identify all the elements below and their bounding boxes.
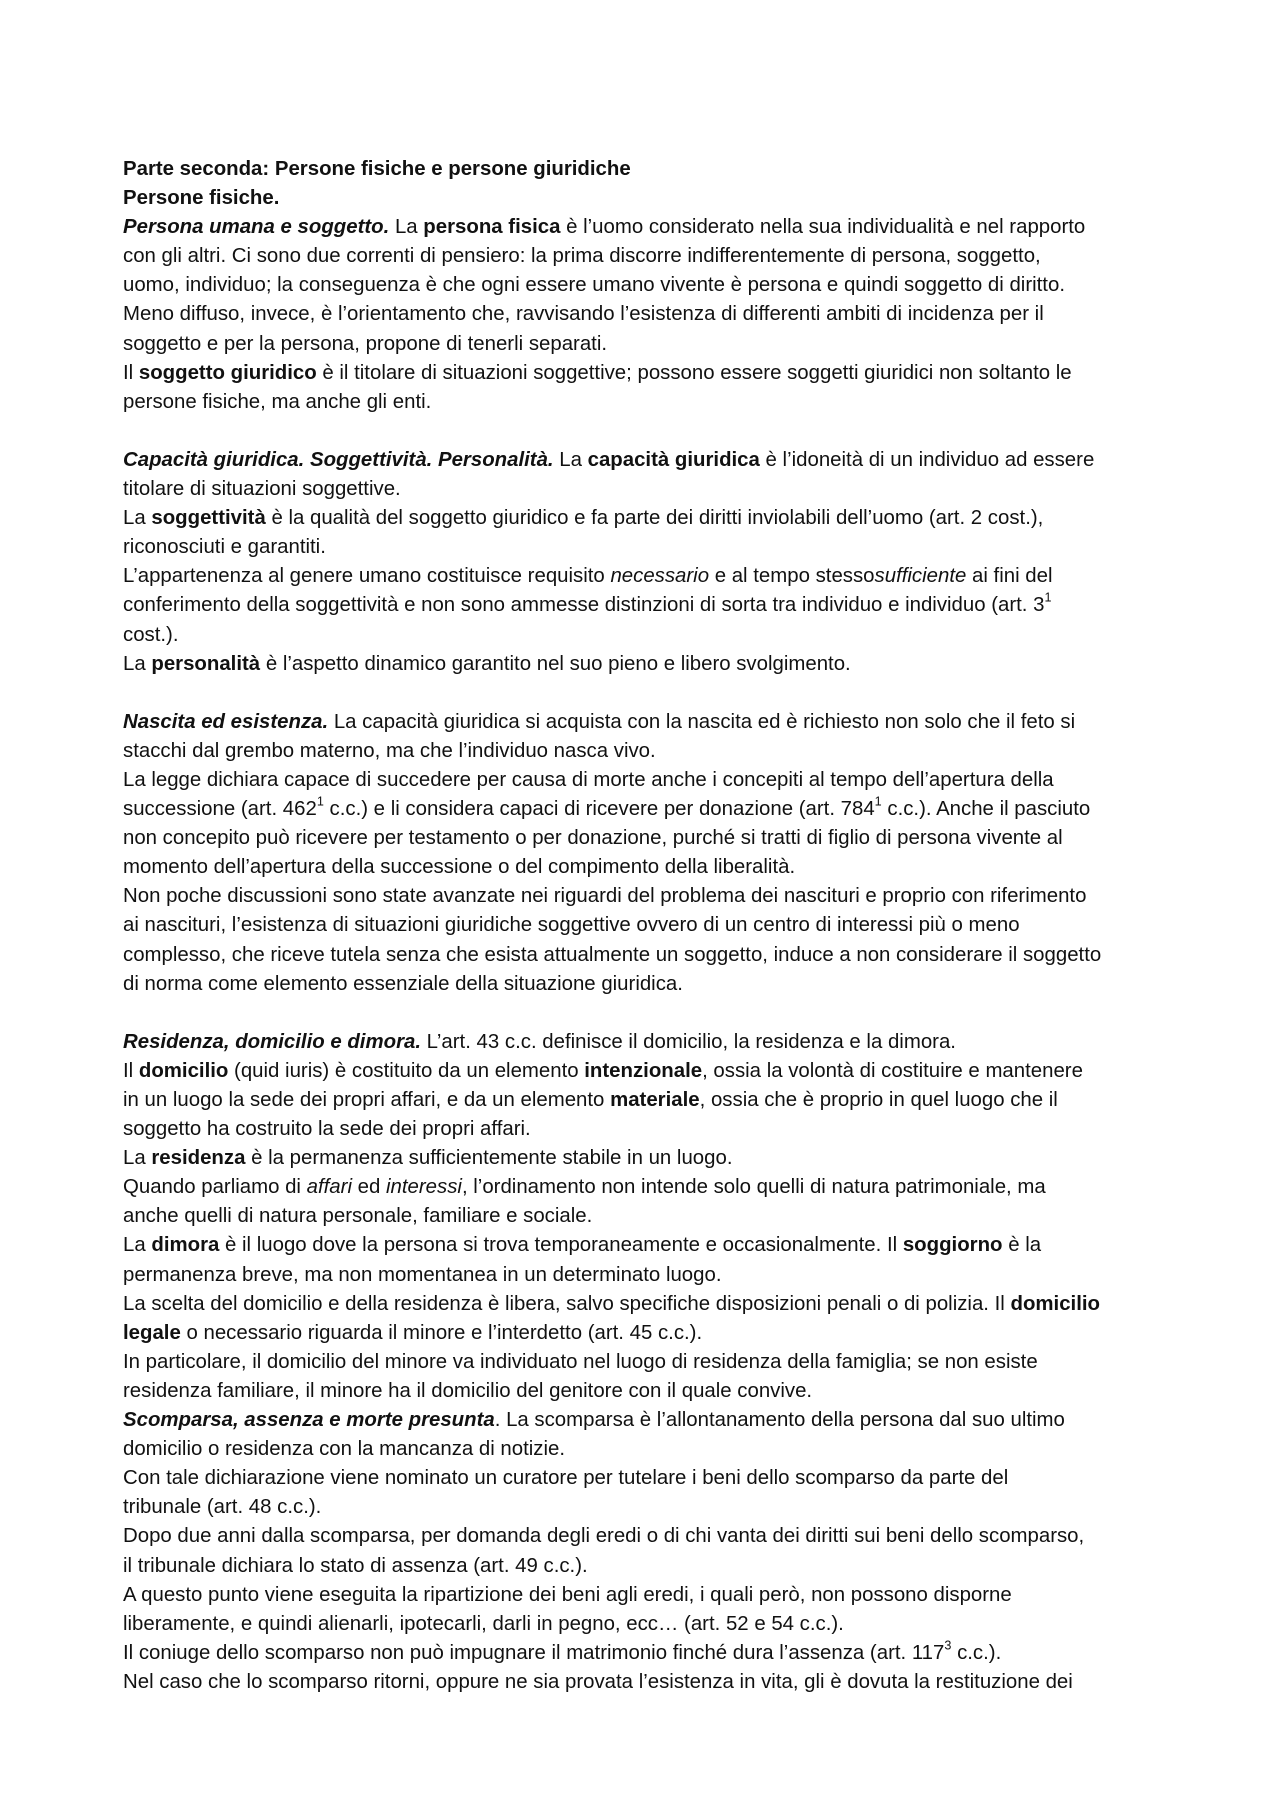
subsection-heading: Capacità giuridica. Soggettività. Personalità. (123, 448, 554, 471)
subsection-heading: Residenza, domicilio e dimora. (123, 1030, 422, 1053)
paragraph-line: In particolare, il domicilio del minore va individuato nel luogo di residenza della famiglia; se non esiste (123, 1350, 1038, 1373)
superscript: 3 (944, 1638, 952, 1653)
paragraph-line: uomo, individuo; la conseguenza è che ogni essere umano vivente è persona e quindi soggetto di diritto. (123, 274, 1065, 297)
paragraph-line: momento dell’apertura della successione o del compimento della liberalità. (123, 856, 796, 879)
paragraph-line: soggetto ha costruito la sede dei propri affari. (123, 1118, 531, 1141)
paragraph-line: liberamente, e quindi alienarli, ipotecarli, darli in pegno, ecc… (art. 52 e 54 c.c.). (123, 1612, 844, 1635)
paragraph-line: successione (art. $462^1$ c.c.) e li considera capaci di ricevere per donazione (art. $784^1$ c.c.). Anche il pasciuto (123, 794, 1091, 821)
subsection-heading: Persona umana e soggetto. (123, 216, 390, 239)
paragraph-line: di norma come elemento essenziale della situazione giuridica. (123, 972, 683, 995)
superscript: 1 (874, 794, 882, 809)
paragraph-line: complesso, che riceve tutela senza che esista attualmente un soggetto, induce a non considerare il soggetto (123, 943, 1102, 966)
paragraph-line: Residenza, domicilio e dimora. L’art. 43 c.c. definisce il domicilio, la residenza e la dimora. (123, 1030, 956, 1053)
term-soggettivita: soggettività (151, 507, 266, 530)
paragraph-line: tribunale (art. 48 c.c.). (123, 1496, 322, 1519)
paragraph-line: in un luogo la sede dei propri affari, e da un elemento materiale, ossia che è proprio in quel luogo che il (123, 1089, 1058, 1111)
paragraph-spacer (123, 417, 1168, 446)
paragraph-line: La legge dichiara capace di succedere per causa di morte anche i concepiti al tempo dell’apertura della (123, 768, 1054, 791)
paragraph-line: stacchi dal grembo materno, ma che l’individuo nasca vivo. (123, 739, 656, 762)
paragraph-line: ai nascituri, l’esistenza di situazioni giuridiche soggettive ovvero di un centro di interessi più o meno (123, 914, 1020, 937)
paragraph-line: Con tale dichiarazione viene nominato un curatore per tutelare i beni dello scomparso da parte del (123, 1467, 1009, 1490)
paragraph-line: La dimora è il luogo dove la persona si trova temporaneamente e occasionalmente. Il soggiorno è la (123, 1234, 1042, 1257)
paragraph-line: L’appartenenza al genere umano costituisce requisito necessario e al tempo stessosufficiente ai fini del (123, 565, 1053, 588)
term-personalita: personalità (151, 652, 261, 675)
paragraph-line: cost.). (123, 623, 179, 646)
paragraph-line: legale o necessario riguarda il minore e l’interdetto (art. 45 c.c.). (123, 1321, 703, 1344)
paragraph-line: permanenza breve, ma non momentanea in un determinato luogo. (123, 1263, 722, 1286)
term-capacita-giuridica: capacità giuridica (587, 448, 760, 471)
paragraph-spacer (123, 999, 1168, 1028)
superscript: 1 (1044, 590, 1052, 605)
part-title: Parte seconda: Persone fisiche e persone giuridiche (123, 158, 631, 180)
subsection-heading: Scomparsa, assenza e morte presunta (123, 1409, 495, 1432)
paragraph-line: con gli altri. Ci sono due correnti di pensiero: la prima discorre indifferentemente di persona, soggetto, (123, 245, 1041, 268)
paragraph-line: riconosciuti e garantiti. (123, 536, 326, 559)
paragraph-spacer (123, 679, 1168, 708)
paragraph-line: Persona umana e soggetto. La persona fisica è l’uomo considerato nella sua individualità e nel rapporto (123, 216, 1086, 239)
paragraph-line: Scomparsa, assenza e morte presunta. La scomparsa è l’allontanamento della persona dal suo ultimo (123, 1409, 1065, 1432)
paragraph-line: titolare di situazioni soggettive. (123, 478, 401, 501)
term-persona-fisica: persona fisica (423, 216, 561, 239)
term-soggetto-giuridico: soggetto giuridico (138, 361, 317, 384)
paragraph-line: il tribunale dichiara lo stato di assenza (art. 49 c.c.). (123, 1554, 588, 1577)
paragraph-line: Il domicilio (quid iuris) è costituito da un elemento intenzionale, ossia la volontà di costituire e mantenere (123, 1059, 1083, 1082)
paragraph-line: Nel caso che lo scomparso ritorni, oppure ne sia provata l’esistenza in vita, gli è dovuta la restituzione dei (123, 1670, 1073, 1693)
paragraph-line: non concepito può ricevere per testamento o per donazione, purché si tratti di figlio di persona vivente al (123, 827, 1063, 850)
paragraph-line: La residenza è la permanenza sufficientemente stabile in un luogo. (123, 1147, 733, 1170)
paragraph-line: La soggettività è la qualità del soggetto giuridico e fa parte dei diritti inviolabili dell’uomo (art. 2 cost.), (123, 507, 1044, 530)
paragraph-line: domicilio o residenza con la mancanza di notizie. (123, 1438, 566, 1461)
paragraph-line: Il coniuge dello scomparso non può impugnare il matrimonio finché dura l’assenza (art. $117^3$ c.c.). (123, 1638, 1002, 1664)
paragraph-line: conferimento della soggettività e non sono ammesse distinzioni di sorta tra individuo e individuo (art. $3^1$ (123, 590, 1052, 617)
paragraph-line: Capacità giuridica. Soggettività. Personalità. La capacità giuridica è l’idoneità di un individuo ad essere (123, 448, 1095, 471)
paragraph-line: Il soggetto giuridico è il titolare di situazioni soggettive; possono essere soggetti giuridici non soltanto le (123, 361, 1072, 384)
document-page (123, 155, 1168, 1697)
paragraph-line: persone fisiche, ma anche gli enti. (123, 390, 432, 413)
paragraph-line: Dopo due anni dalla scomparsa, per domanda degli eredi o di chi vanta dei diritti sui beni dello scomparso, (123, 1525, 1085, 1548)
section-title: Persone fisiche. (123, 187, 280, 210)
paragraph-line: Nascita ed esistenza. La capacità giuridica si acquista con la nascita ed è richiesto non solo che il feto si (123, 710, 1076, 733)
paragraph-line: residenza familiare, il minore ha il domicilio del genitore con il quale convive. (123, 1379, 813, 1402)
paragraph-line: La personalità è l’aspetto dinamico garantito nel suo pieno e libero svolgimento. (123, 652, 851, 675)
paragraph-line: Quando parliamo di affari ed interessi, l’ordinamento non intende solo quelli di natura patrimoniale, ma (123, 1176, 1046, 1199)
paragraph-line: soggetto e per la persona, propone di tenerli separati. (123, 332, 608, 355)
subsection-heading: Nascita ed esistenza. (123, 710, 329, 733)
paragraph-line: A questo punto viene eseguita la ripartizione dei beni agli eredi, i quali però, non possono disporne (123, 1583, 1012, 1606)
superscript: 1 (316, 794, 324, 809)
paragraph-line: La scelta del domicilio e della residenza è libera, salvo specifiche disposizioni penali o di polizia. Il domicilio (123, 1292, 1100, 1315)
paragraph-line: anche quelli di natura personale, familiare e sociale. (123, 1205, 593, 1228)
paragraph-line: Non poche discussioni sono state avanzate nei riguardi del problema dei nascituri e proprio con riferimento (123, 885, 1087, 908)
paragraph-line: Meno diffuso, invece, è l’orientamento che, ravvisando l’esistenza di differenti ambiti di incidenza per il (123, 303, 1044, 326)
